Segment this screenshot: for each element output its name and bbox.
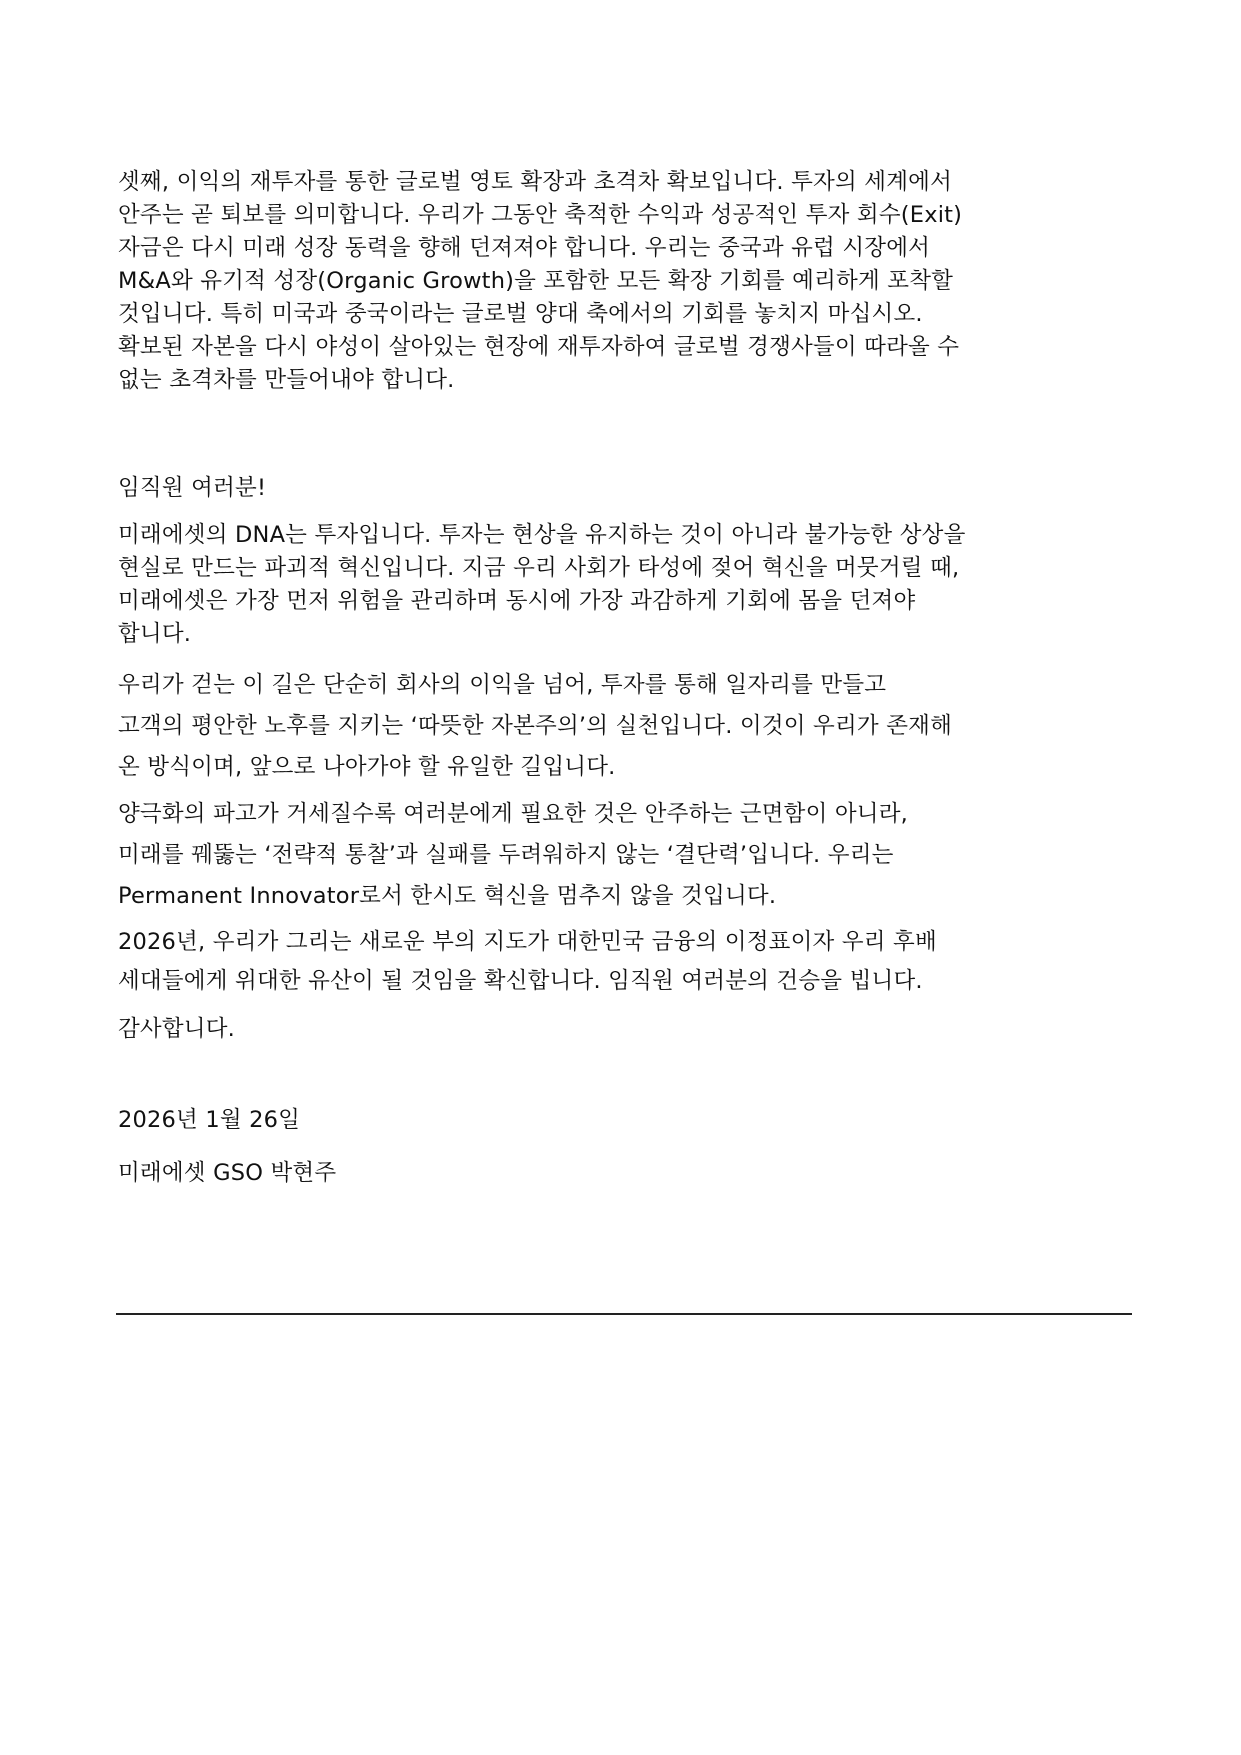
letter-body — [118, 166, 1124, 1190]
text-line: 양극화의 파고가 거세질수록 여러분에게 필요한 것은 안주하는 근면함이 아니라, — [118, 801, 909, 827]
text-line: M&A와 유기적 성장(Organic Growth)을 포함한 모든 확장 기회를 예리하게 포착할 — [118, 268, 954, 294]
text-line: 셋째, 이익의 재투자를 통한 글로벌 영토 확장과 초격차 확보입니다. 투자의 세계에서 — [118, 169, 953, 195]
text-line: 것입니다. 특히 미국과 중국이라는 글로벌 양대 축에서의 기회를 놓치지 마십시오. — [118, 301, 923, 327]
text-line: 미래에셋의 DNA는 투자입니다. 투자는 현상을 유지하는 것이 아니라 불가능한 상상을 — [118, 522, 966, 548]
text-line: 자금은 다시 미래 성장 동력을 향해 던져져야 합니다. 우리는 중국과 유럽 시장에서 — [118, 235, 931, 261]
text-line: 우리가 걷는 이 길은 단순히 회사의 이익을 넘어, 투자를 통해 일자리를 만들고 — [118, 672, 887, 698]
path-paragraph — [118, 665, 1124, 788]
horizontal-divider — [116, 1313, 1132, 1315]
text-line: 미래에셋은 가장 먼저 위험을 관리하며 동시에 가장 과감하게 기회에 몸을 던져야 — [118, 588, 916, 614]
text-line: 합니다. — [118, 621, 192, 647]
closing-remark: 감사합니다. — [118, 1016, 236, 1042]
text-line: 확보된 자본을 다시 야성이 살아있는 현장에 재투자하여 글로벌 경쟁사들이 따라올 수 — [118, 334, 960, 360]
text-line: 미래를 꿰뚫는 ‘전략적 통찰’과 실패를 두려워하지 않는 ‘결단력’입니다. 우리는 — [118, 842, 894, 868]
text-line: 없는 초격차를 만들어내야 합니다. — [118, 367, 455, 393]
letter-date: 2026년 1월 26일 — [118, 1107, 301, 1133]
text-line: 세대들에게 위대한 유산이 될 것임을 확신합니다. 임직원 여러분의 건승을 빕니다. — [118, 968, 923, 994]
text-line: 2026년, 우리가 그리는 새로운 부의 지도가 대한민국 금융의 이정표이자 우리 후배 — [118, 929, 937, 955]
greeting: 임직원 여러분! — [118, 475, 267, 501]
signature: 미래에셋 GSO 박현주 — [118, 1160, 337, 1186]
intro-paragraph — [118, 166, 1124, 397]
future-paragraph — [118, 923, 1124, 1001]
text-line: 고객의 평안한 노후를 지키는 ‘따뜻한 자본주의’의 실천입니다. 이것이 우리가 존재해 — [118, 713, 953, 739]
text-line: 현실로 만드는 파괴적 혁신입니다. 지금 우리 사회가 타성에 젖어 혁신을 머뭇거릴 때, — [118, 555, 960, 581]
polarization-paragraph — [118, 794, 1124, 917]
dna-paragraph — [118, 519, 1124, 651]
text-line: Permanent Innovator로서 한시도 혁신을 멈추지 않을 것입니다. — [118, 883, 777, 909]
text-line: 온 방식이며, 앞으로 나아가야 할 유일한 길입니다. — [118, 754, 616, 780]
text-line: 안주는 곧 퇴보를 의미합니다. 우리가 그동안 축적한 수익과 성공적인 투자 회수(Exit) — [118, 202, 963, 228]
